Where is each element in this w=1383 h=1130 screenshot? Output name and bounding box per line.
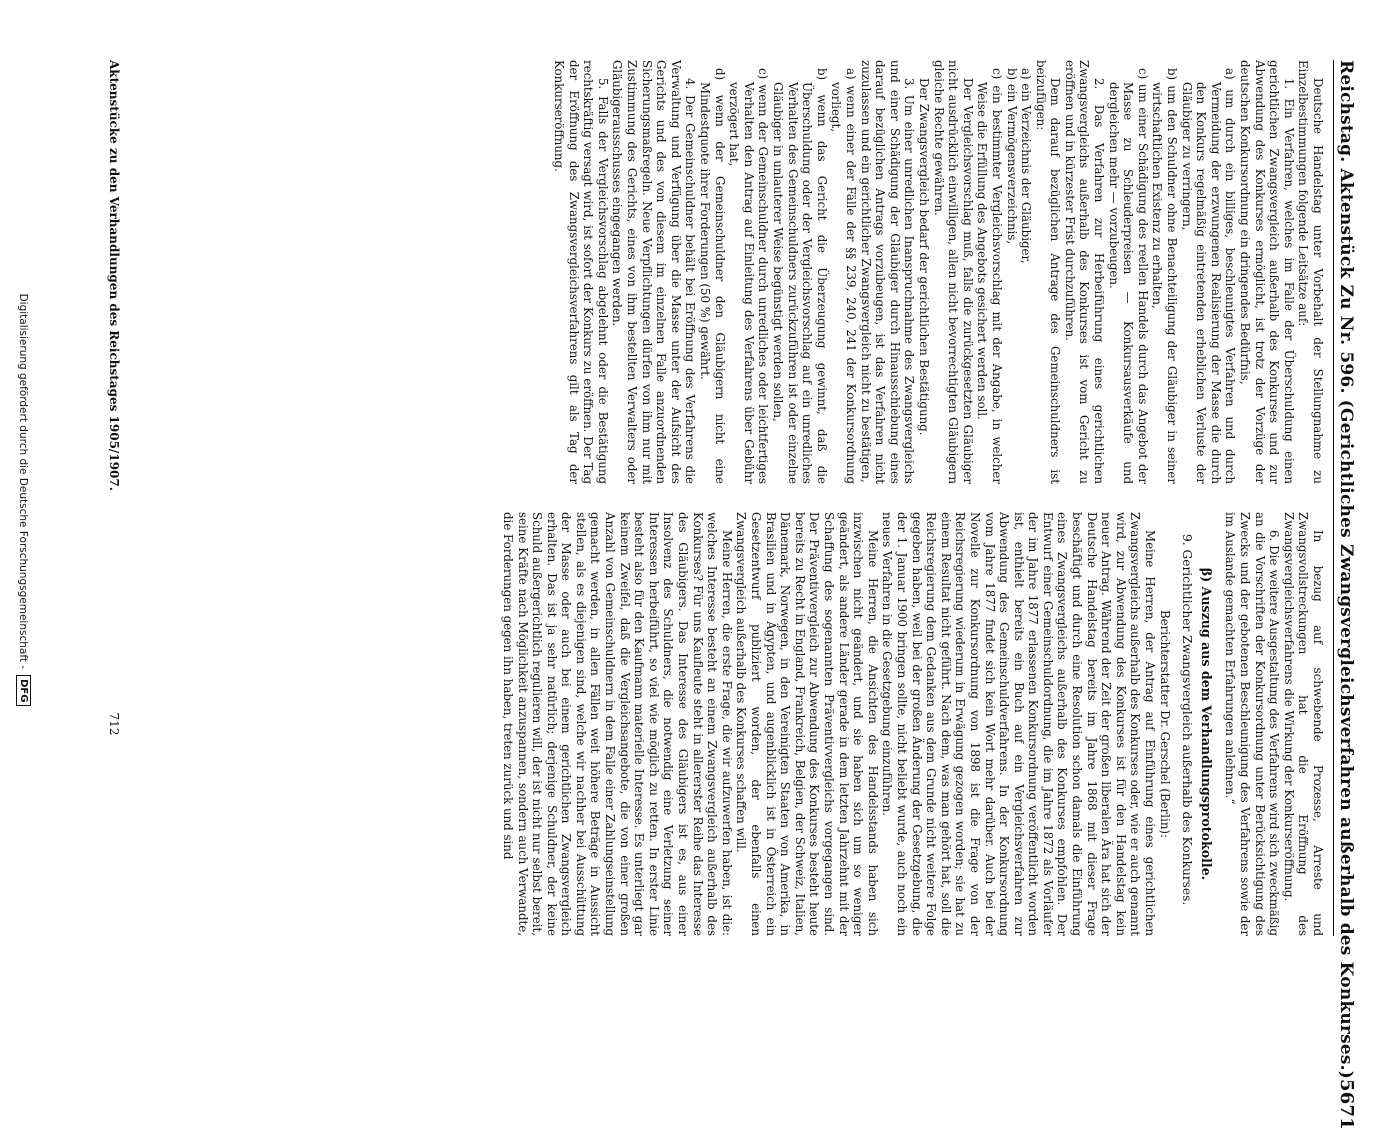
paragraph: 5. Falls der Vergleichsvorschlag abgelehnt oder die Bestätigung rechtskräftig versagt wird, ist sofort der Konkurs zu eröffnen. Der Tag der Eröffnung des Zwangsvergleichsverfahrens gilt als Tag der Konkurseröffnung.: [552, 60, 610, 484]
paragraph: 1. Ein Verfahren, welches im Falle der Überschuldung einen gerichtlichen Zwangsvergleich außerhalb des Konkurses und zur Abwendung des Konkurses ermöglicht, ist trotz der Vorzüge der deutschen Konkursordnung ein dringendes Bedürfnis,: [1238, 60, 1296, 484]
paragraph: Meine Herren, die Ansichten des Handelsstands haben sich inzwischen nicht geändert, und sie haben sich um so weniger geändert, als andere Länder gerade in dem letzten Jahrzehnt mit der Schaffung des sogenannten Präventivvergleichs vorgegangen sind. Der Präventivvergleich zur Abwendung des Konkurses besteht heute bereits zu Recht in England, Frankreich, Belgien, der Schweiz, Italien, Dänemark, Norwegen, in den Vereinigten Staaten von Amerika, in Brasilien und in Ägypten, und augenblicklich ist in Österreich ein Gesetzentwurf publiziert worden, der ebenfalls einen Zwangsvergleich außerhalb des Konkurses schaffen will.: [734, 512, 880, 936]
right-column: [143, 512, 1325, 936]
paragraph: Meine Herren, die erste Frage, die wir aufzuwerfen haben, ist die: welches Interesse besteht an einem Zwangsvergleich außerhalb des Konkurses? Für uns Kaufleute steht in allererster Reihe das Interesse des Gläubigers. Das Interesse des Gläubigers ist es, aus einer Insolvenz des Schuldners, die notwendig eine Verletzung seiner Interessen herbeiführt, so viel wie möglich zu retten. In erster Linie besteht also für den Kaufmann materielle Interesse. Es unterliegt gar keinem Zweifel, daß die Vergleichsangebote, die von einer großen Anzahl von Gemeinschuldnern in dem Falle einer Zahlungseinstellung gemacht werden, in allen Fällen weit höhere Beträge in Aussicht stellen, als es diejenigen sind, welche wir nachher bei Ausschüttung der Masse oder auch bei einem gerichtlichen Zwangsvergleich erhalten. Das ist ja sehr natürlich; derjenige Schuldner, der keine Schuld außergerichtlich regulieren will, der ist nicht nur selbst bereit, seine Kräfte nach Möglichkeit anzuspannen, sondern auch Verwandte, die Forderungen gegen ihn haben, treten zurück und sind: [500, 512, 734, 936]
paragraph: 4. Der Gemeinschuldner behält bei Eröffnung des Verfahrens die Verwaltung und Verfügung über die Masse unter der Aufsicht des Gerichts und des von diesem im einzelnen Falle anzuordnenden Sicherungsmaßregeln. Neue Verpflichtungen dürfen von ihm nur mit Zustimmung des Gerichts, eines von ihm bestellten Verwalters oder Gläubigerausschusses eingegangen werden.: [610, 60, 698, 484]
paragraph: 2. Das Verfahren zur Herbeiführung eines gerichtlichen Zwangsvergleichs außerhalb des Konkurses ist vom Gericht zu eröffnen und in kürzester Frist durchzuführen.: [1062, 60, 1107, 484]
paragraph: a) um durch ein billiges, beschleunigtes Verfahren und durch Vermeidung der erzwungenen Realisierung der Masse die durch den Konkurs regelmäßig eintretenden erheblichen Verluste der Gläubiger zu verringern,: [1179, 68, 1238, 484]
page-header: [1333, 60, 1359, 1130]
credit-text: Digitalisierung gefördert durch die Deutsche Forschungsgemeinschaft -: [17, 293, 30, 670]
paragraph: In bezug auf schwebende Prozesse, Arreste und Zwangsvollstreckungen hat die Eröffnung des Zwangsvergleichsverfahrens die Wirkung der Konkurseröffnung.: [1281, 512, 1325, 936]
paragraph: Meine Herren, der Antrag auf Einführung eines gerichtlichen Zwangsvergleichs außerhalb des Konkurses oder, wie er auch genannt wird, zur Abwendung des Konkurses ist für den Handelstag kein neuer Antrag. Während der Zeit der großen liberalen Ära hat sich der Deutsche Handelstag bereits im Jahre 1868 mit dieser Frage beschäftigt und durch eine Resolution schon damals die Einführung eines Zwangsvergleichs außerhalb des Konkurses empfohlen. Der Entwurf einer Gemeinschuldordnung, die im Jahre 1872 als Vorläufer der im Jahre 1877 erlassenen Konkursordnung veröffentlicht worden ist, enthielt bereits ein Buch auf ein Vergleichsverfahren zur Abwendung des Gemeinschuldverfahrens. In der Konkursordnung vom Jahre 1877 findet sich kein Wort mehr darüber. Auch bei der Novelle zur Konkursordnung von 1898 ist die Frage von der Reichsregierung wiederum in Erwägung gezogen worden; sie hat zu einem Resultat nicht geführt. Nach dem, was man gehört hat, soll die Reichsregierung dem Gedanken aus dem Grunde nicht weitere Folge gegeben haben, weil bei der großen Änderung der Gesetzgebung, die der 1. Januar 1900 bringen sollte, nicht beliebt wurde, auch noch ein neues Verfahren in die Gesetzgebung einzuführen.: [880, 512, 1158, 936]
digitization-credit: [16, 0, 31, 1000]
paragraph: a) wenn einer der Fälle der §§ 239, 240, 241 der Konkursordnung vorliegt,: [829, 68, 858, 484]
paragraph: d) wenn der Gemeinschuldner den Gläubigern nicht eine Mindestquote ihrer Forderungen (50 %) gewährt.: [698, 68, 727, 484]
paragraph: 3. Um einer unredlichen Inanspruchnahme des Zwangsvergleichs und einer Schädigung der Gläubiger durch Hinausschiebung eines darauf bezüglichen Antrags vorzubeugen, ist das Verfahren nicht zuzulassen und ein gerichtlicher Zwangsvergleich nicht zu bestätigen,: [858, 60, 917, 484]
paragraph: c) wenn der Gemeinschuldner durch unredliches oder leichtfertiges Verhalten den Antrag auf Einleitung des Verfahrens über Gebühr verzögert hat,: [727, 68, 771, 484]
document-sheet: [63, 60, 1359, 1130]
paragraph: Deutsche Handelstag unter Vorbehalt der Stellungnahme zu Einzelbestimmungen folgende Leitsätze auf:: [1296, 60, 1325, 484]
paragraph: b) ein Vermögensverzeichnis,: [1004, 68, 1019, 245]
paragraph: 6. Die weitere Ausgestaltung des Verfahrens wird sich zweckmäßig an die Vorschriften der Konkursordnung unter Berücksichtigung des Zwecks und der gebotenen Beschleunigung des Verfahrens sowie der im Auslande gemachten Erfahrungen anlehnen.“: [1223, 512, 1282, 936]
paragraph: Der Vergleichsvorschlag muß, falls die zurückgesetzten Gläubiger nicht ausdrücklich einwilligen, allen nicht bevorrechtigten Gläubigern gleiche Rechte gewähren.: [931, 60, 975, 484]
folio-number: 712: [107, 712, 121, 736]
section-heading: β) Auszug aus dem Verhandlungsprotokolle.: [1198, 567, 1214, 881]
sub-heading: 9. Gerichtlicher Zwangsvergleich außerhalb des Konkurses.: [1180, 534, 1195, 906]
page-number: 5671: [1336, 1079, 1357, 1130]
paragraph: c) um einer Schädigung des reellen Handels durch das Angebot der Masse zu Schleuderpreisen — Konkursausverkäufe und dergleichen mehr — vorzubeugen.: [1106, 68, 1150, 484]
paragraph: a) ein Verzeichnis der Gläubiger,: [1019, 68, 1034, 264]
right-column-body: [500, 512, 1157, 936]
left-column: [143, 60, 1325, 484]
paragraph: Der Zwangsvergleich bedarf der gerichtlichen Bestätigung.: [916, 78, 931, 436]
header-title: Reichstag. Aktenstück Zu Nr. 596. (Gerichtliches Zwangsvergleichsverfahren außerhalb des Konkurses.): [1336, 60, 1356, 1079]
left-footer: Aktenstücke zu den Verhandlungen des Reichstages 1905/1907.: [107, 60, 121, 491]
paragraph: Dem darauf bezüglichen Antrage des Gemeinschuldners ist beizufügen:: [1033, 60, 1063, 484]
paragraph: b) um den Schuldner ohne Benachteiligung der Gläubiger in seiner wirtschaftlichen Existenz zu erhalten,: [1150, 68, 1180, 484]
dfg-logo: DFG: [16, 675, 31, 706]
paragraph: b) wenn das Gericht die Überzeugung gewinnt, daß die Überschuldung oder der Vergleichsvorschlag auf ein unredliches Verhalten des Gemeinschuldners zurückzuführen ist oder einzelne Gläubiger in unlauterer Weise begünstigt werden sollen,: [771, 68, 829, 484]
paragraph: c) ein bestimmter Vergleichsvorschlag mit der Angabe, in welcher Weise die Erfüllung des Angebots gesichert werden soll.: [975, 68, 1004, 484]
speaker-line: Berichterstatter Dr. Gerschel (Berlin):: [1157, 609, 1172, 839]
right-column-top: [1223, 512, 1325, 936]
